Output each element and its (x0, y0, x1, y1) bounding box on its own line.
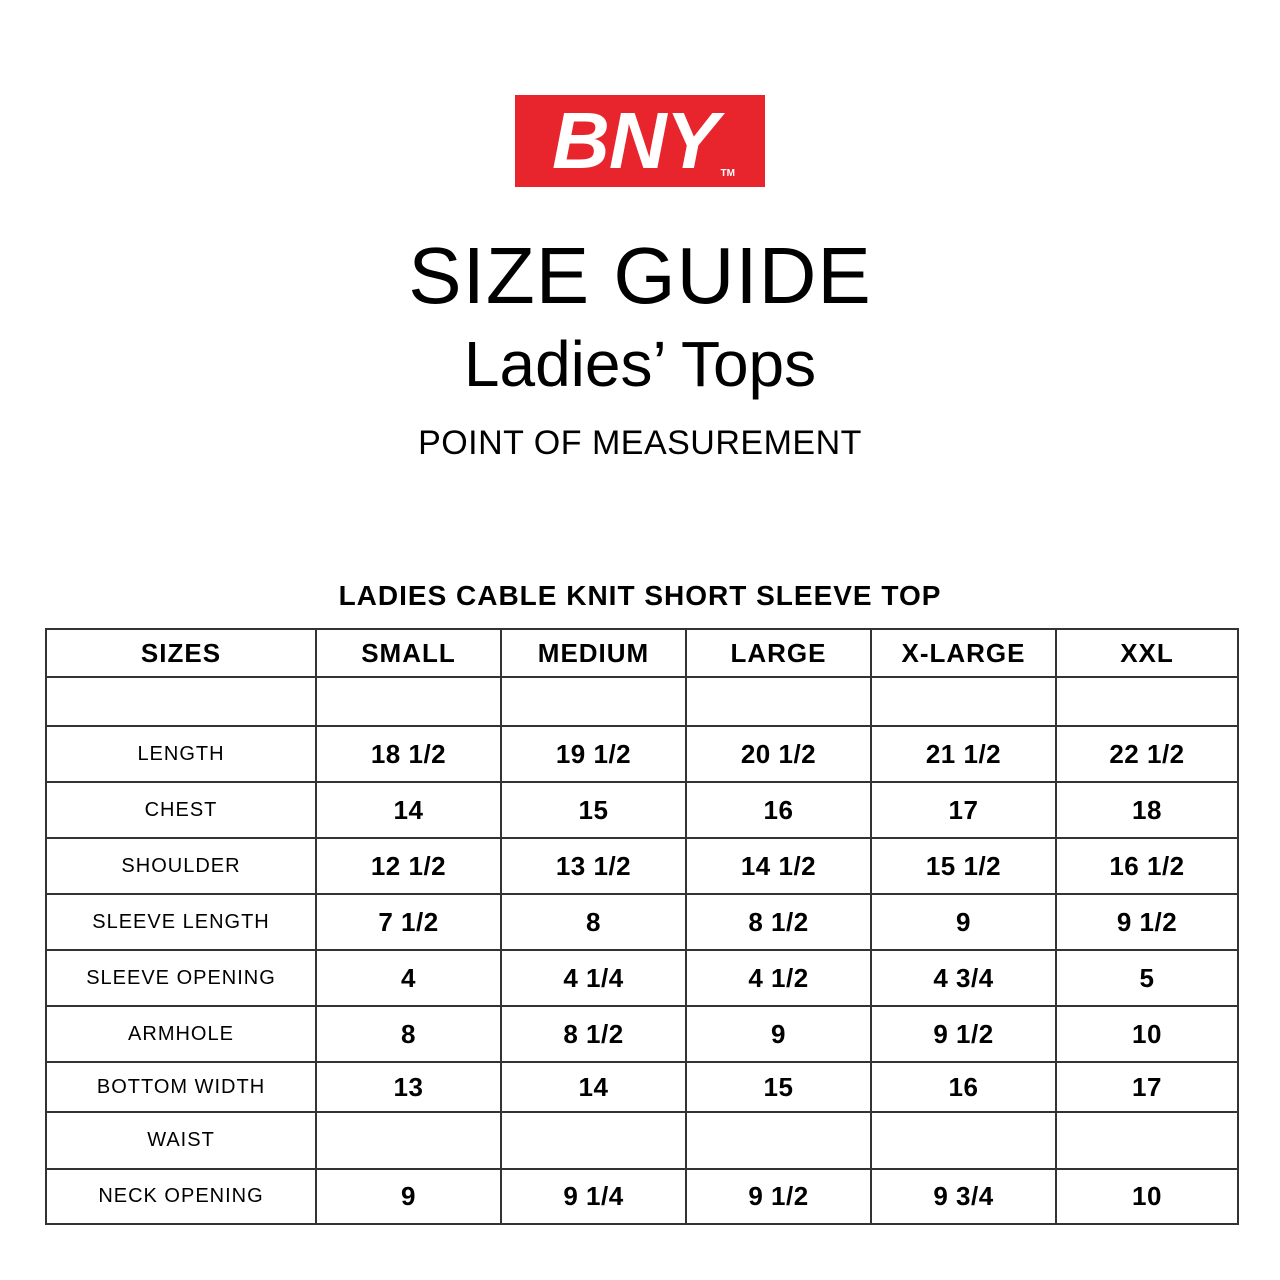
row-label: LENGTH (46, 726, 316, 782)
table-row (46, 1062, 1238, 1112)
table-cell (686, 677, 871, 726)
brand-logo (515, 95, 765, 187)
table-cell: 8 (316, 1006, 501, 1062)
table-cell: 13 (316, 1062, 501, 1112)
table-cell: 12 1/2 (316, 838, 501, 894)
table-cell: 10 (1056, 1169, 1238, 1224)
table-row (46, 894, 1238, 950)
table-cell: 21 1/2 (871, 726, 1056, 782)
table-cell: 8 1/2 (501, 1006, 686, 1062)
table-cell: 22 1/2 (1056, 726, 1238, 782)
row-label: SLEEVE LENGTH (46, 894, 316, 950)
column-header-x-large: X-LARGE (871, 629, 1056, 677)
table-header-row (46, 629, 1238, 677)
table-cell: 13 1/2 (501, 838, 686, 894)
table-cell: 14 (501, 1062, 686, 1112)
table-cell: 20 1/2 (686, 726, 871, 782)
table-cell: 9 (871, 894, 1056, 950)
table-cell: 9 1/2 (686, 1169, 871, 1224)
row-label: SLEEVE OPENING (46, 950, 316, 1006)
row-label: SHOULDER (46, 838, 316, 894)
brand-logo-text: BNY (552, 96, 718, 185)
table-row (46, 1112, 1238, 1169)
table-title: LADIES CABLE KNIT SHORT SLEEVE TOP (338, 580, 942, 611)
table-row (46, 1169, 1238, 1224)
table-cell: 4 1/2 (686, 950, 871, 1006)
row-label (46, 677, 316, 726)
row-label: ARMHOLE (46, 1006, 316, 1062)
table-cell: 9 1/4 (501, 1169, 686, 1224)
table-cell: 9 (316, 1169, 501, 1224)
table-row (46, 677, 1238, 726)
column-header-xxl: XXL (1056, 629, 1238, 677)
table-cell (871, 677, 1056, 726)
table-cell: 15 (686, 1062, 871, 1112)
row-label: CHEST (46, 782, 316, 838)
section-heading: POINT OF MEASUREMENT (418, 424, 862, 462)
table-cell: 15 (501, 782, 686, 838)
table-row (46, 782, 1238, 838)
table-cell: 8 (501, 894, 686, 950)
table-cell: 14 (316, 782, 501, 838)
column-header-medium: MEDIUM (501, 629, 686, 677)
table-cell (316, 1112, 501, 1169)
column-header-small: SMALL (316, 629, 501, 677)
table-cell: 7 1/2 (316, 894, 501, 950)
table-cell (1056, 677, 1238, 726)
table-cell: 9 1/2 (871, 1006, 1056, 1062)
size-table (45, 628, 1239, 1225)
table-cell (1056, 1112, 1238, 1169)
table-row (46, 1006, 1238, 1062)
row-label: BOTTOM WIDTH (46, 1062, 316, 1112)
table-cell (686, 1112, 871, 1169)
table-cell: 10 (1056, 1006, 1238, 1062)
table-cell: 17 (871, 782, 1056, 838)
table-row (46, 838, 1238, 894)
table-cell (316, 677, 501, 726)
table-cell: 9 3/4 (871, 1169, 1056, 1224)
table-cell (871, 1112, 1056, 1169)
table-cell: 16 (686, 782, 871, 838)
table-cell: 8 1/2 (686, 894, 871, 950)
column-header-large: LARGE (686, 629, 871, 677)
table-row (46, 726, 1238, 782)
table-cell: 16 1/2 (1056, 838, 1238, 894)
table-cell: 18 1/2 (316, 726, 501, 782)
trademark-mark: TM (720, 168, 735, 179)
table-cell: 4 3/4 (871, 950, 1056, 1006)
table-cell: 14 1/2 (686, 838, 871, 894)
row-label: WAIST (46, 1112, 316, 1169)
table-cell: 9 1/2 (1056, 894, 1238, 950)
table-cell: 15 1/2 (871, 838, 1056, 894)
row-label: NECK OPENING (46, 1169, 316, 1224)
table-cell: 4 (316, 950, 501, 1006)
table-cell (501, 1112, 686, 1169)
table-cell: 4 1/4 (501, 950, 686, 1006)
table-cell: 16 (871, 1062, 1056, 1112)
table-cell: 17 (1056, 1062, 1238, 1112)
table-cell: 18 (1056, 782, 1238, 838)
table-row (46, 950, 1238, 1006)
table-cell (501, 677, 686, 726)
table-cell: 5 (1056, 950, 1238, 1006)
column-header-sizes: SIZES (46, 629, 316, 677)
page-subtitle: Ladies’ Tops (463, 328, 817, 400)
table-cell: 9 (686, 1006, 871, 1062)
page-title: SIZE GUIDE (408, 231, 872, 320)
table-cell: 19 1/2 (501, 726, 686, 782)
